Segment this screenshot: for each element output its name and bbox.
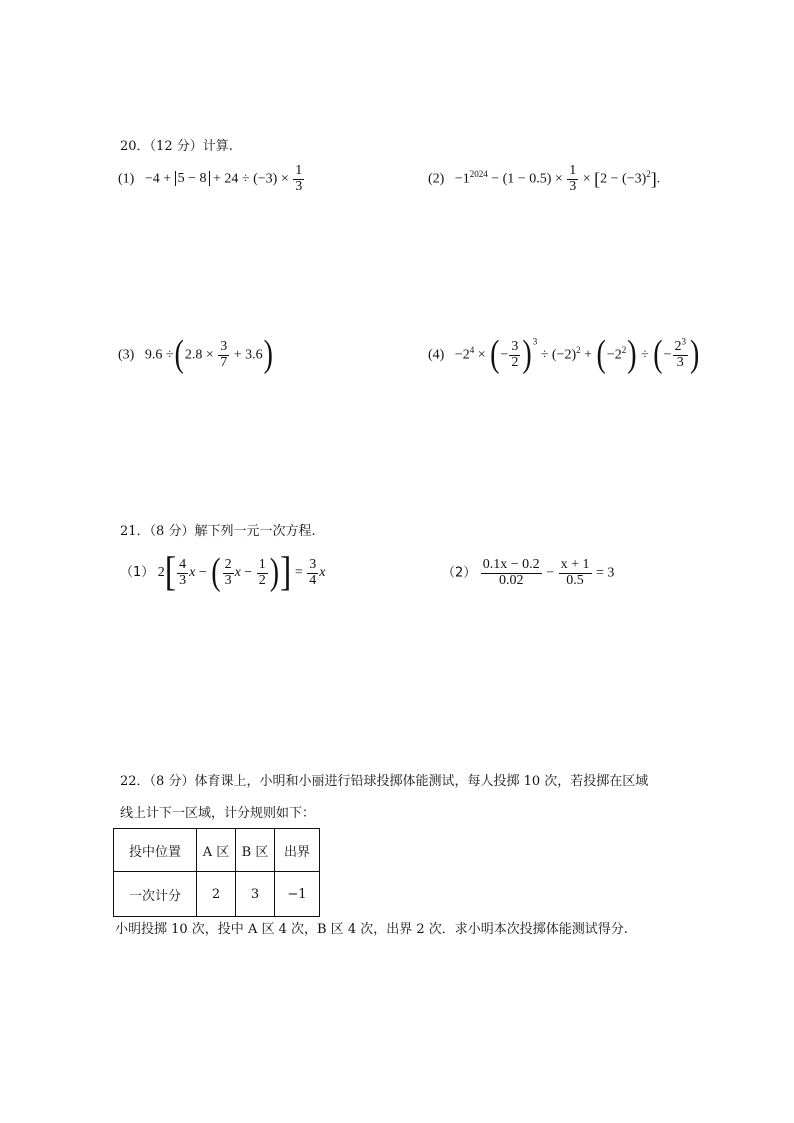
table-header-cell: 出界 <box>275 829 320 872</box>
table-header-cell: B 区 <box>236 829 275 872</box>
absolute-value: 5 − 8 <box>175 171 210 186</box>
fraction: $\frac{2}{3}$ <box>224 556 232 588</box>
fraction: $\frac{1}{2}$ <box>258 556 266 588</box>
q21-part2: （2） $\frac{0.1x - 0.2}{0.02}$ − $\frac{x + 1}{0.5}$ = 3 <box>442 557 615 588</box>
q22-line3: 小明投掷 10 次，投中 A 区 4 次，B 区 4 次，出界 2 次．求小明本次投掷体能测试得分. <box>115 922 628 937</box>
q20-part4: (4) $-2^4$ × (− $\frac{3}{2}$ )$^3 \div (-2)^2 + (-2^2)$ ÷ (− $\frac{2^3}{3}$ ) <box>428 333 700 376</box>
part-label: (1) <box>118 171 135 187</box>
q20-part3: (3) 9.6 ÷(2.8 × $\frac{3}{7}$ + 3.6) <box>118 333 273 376</box>
part-label: (3) <box>118 347 135 363</box>
fraction: $\frac{0.1x - 0.2}{0.02}$ <box>482 557 540 588</box>
q20-heading: 20．（12 分）计算. <box>120 139 233 154</box>
fraction: $\frac{x + 1}{0.5}$ <box>560 557 590 588</box>
fraction: $\frac{4}{3}$ <box>179 556 187 588</box>
fraction: $\frac{2^3}{3}$ <box>674 336 686 370</box>
fraction: $\frac{3}{4}$ <box>309 556 317 588</box>
part-label: （1） <box>120 565 155 581</box>
table-cell: 2 <box>197 872 236 917</box>
fraction: $\frac{1}{3}$ <box>295 163 303 194</box>
table-cell: 3 <box>236 872 275 917</box>
table-row <box>114 829 320 872</box>
fraction: $\frac{3}{7}$ <box>220 339 228 370</box>
q22-line2: 线上计下一区域，计分规则如下： <box>120 806 316 821</box>
part-label: (2) <box>428 171 445 187</box>
table-cell: 一次计分 <box>114 872 197 917</box>
q20-part1: (1) −4 + 5 − 8 + 24 ÷ (−3) × $\frac{1}{3}$ <box>118 163 303 194</box>
table-header-cell: 投中位置 <box>114 829 197 872</box>
scoring-table <box>113 828 320 917</box>
q21-part1: （1） 2[ $\frac{4}{3}$ x − ( $\frac{2}{3}$ x − $\frac{1}{2}$ )] = $\frac{3}{4}$ x <box>120 550 326 595</box>
table-row <box>114 872 320 917</box>
q20-part2: (2) $-1^{2024} - (1 - 0.5)$ × $\frac{1}{3}$ × $[2 - (-3)^2]$. <box>428 163 661 194</box>
fraction: $\frac{1}{3}$ <box>569 163 577 194</box>
part-label: （2） <box>442 565 477 581</box>
part-label: (4) <box>428 347 445 363</box>
q21-heading: 21．（8 分）解下列一元一次方程. <box>120 524 316 539</box>
table-header-cell: A 区 <box>197 829 236 872</box>
table-cell: −1 <box>275 872 320 917</box>
q22-line1: 22．（8 分）体育课上，小明和小丽进行铅球投掷体能测试，每人投掷 10 次，若投掷在区域 <box>120 774 649 789</box>
fraction: $\frac{3}{2}$ <box>511 339 519 370</box>
